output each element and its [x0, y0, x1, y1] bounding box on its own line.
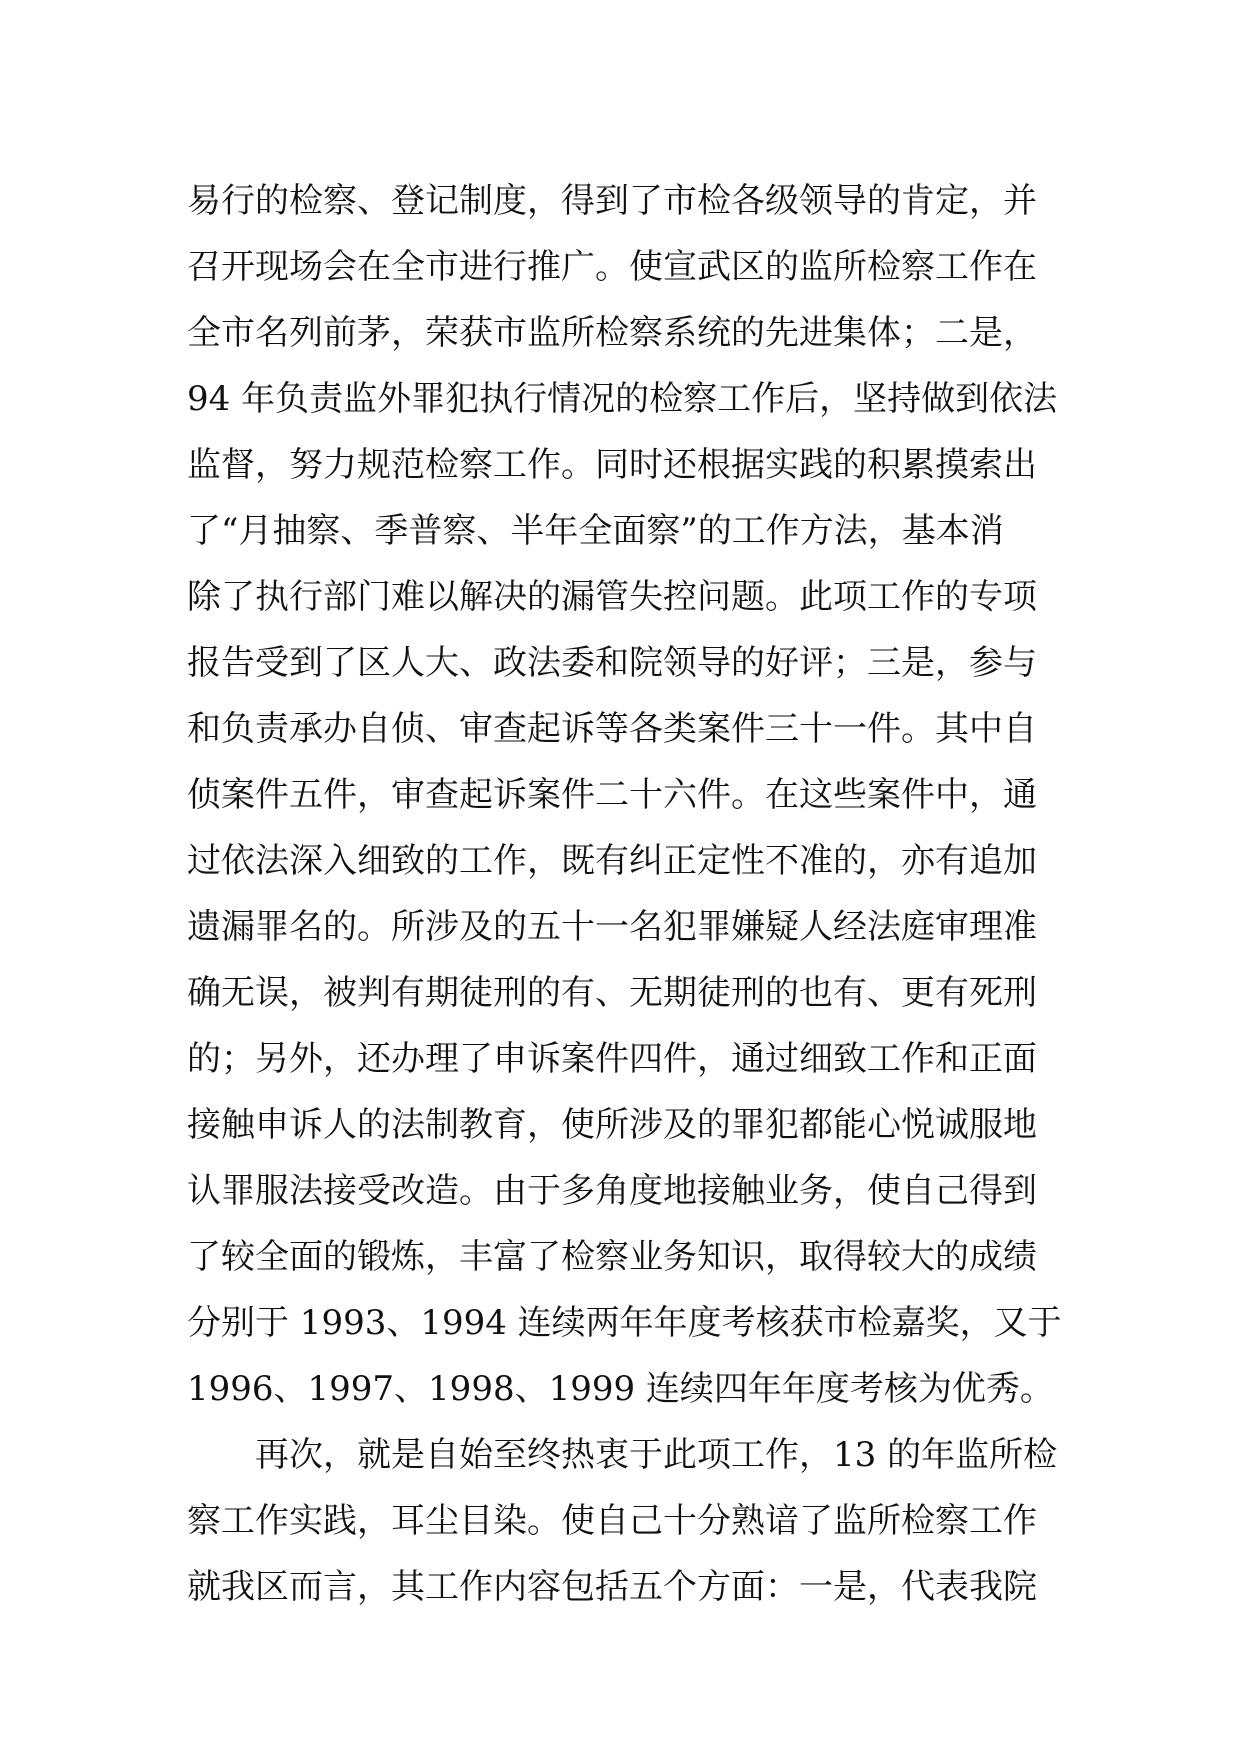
text-line: 全市名列前茅，荣获市监所检察系统的先进集体；二是，: [187, 313, 1037, 353]
text-line: 94 年负责监外罪犯执行情况的检察工作后，坚持做到依法: [187, 379, 1058, 419]
text-line: 监督，努力规范检察工作。同时还根据实践的积累摸索出: [187, 445, 1037, 485]
paragraph-start-line: 再次，就是自始至终热衷于此项工作，13 的年监所检: [255, 1435, 1058, 1475]
text-line: 召开现场会在全市进行推广。使宣武区的监所检察工作在: [187, 247, 1037, 287]
text-line: 过依法深入细致的工作，既有纠正定性不准的，亦有追加: [187, 841, 1037, 881]
text-line: 的；另外，还办理了申诉案件四件，通过细致工作和正面: [187, 1039, 1037, 1079]
body-text: [187, 168, 1067, 1620]
text-line: 除了执行部门难以解决的漏管失控问题。此项工作的专项: [187, 577, 1037, 617]
text-line: 了“月抽察、季普察、半年全面察”的工作方法，基本消: [187, 511, 1004, 551]
text-line: 和负责承办自侦、审查起诉等各类案件三十一件。其中自: [187, 709, 1037, 749]
text-line: 报告受到了区人大、政法委和院领导的好评；三是，参与: [187, 643, 1037, 683]
text-line: 1996、1997、1998、1999 连续四年年度考核为优秀。: [187, 1369, 1054, 1409]
text-line: 易行的检察、登记制度，得到了市检各级领导的肯定，并: [187, 181, 1037, 221]
text-line: 确无误，被判有期徒刑的有、无期徒刑的也有、更有死刑: [187, 973, 1037, 1013]
text-line: 察工作实践，耳尘目染。使自己十分熟谙了监所检察工作: [187, 1501, 1037, 1541]
text-line: 侦案件五件，审查起诉案件二十六件。在这些案件中，通: [187, 775, 1037, 815]
text-line: 了较全面的锻炼，丰富了检察业务知识，取得较大的成绩: [187, 1237, 1037, 1277]
text-line: 就我区而言，其工作内容包括五个方面：一是，代表我院: [187, 1567, 1037, 1607]
text-line: 认罪服法接受改造。由于多角度地接触业务，使自己得到: [187, 1171, 1037, 1211]
text-line: 遗漏罪名的。所涉及的五十一名犯罪嫌疑人经法庭审理准: [187, 907, 1037, 947]
text-line: 分别于 1993、1994 连续两年年度考核获市检嘉奖，又于: [187, 1303, 1062, 1343]
text-line: 接触申诉人的法制教育，使所涉及的罪犯都能心悦诚服地: [187, 1105, 1037, 1145]
